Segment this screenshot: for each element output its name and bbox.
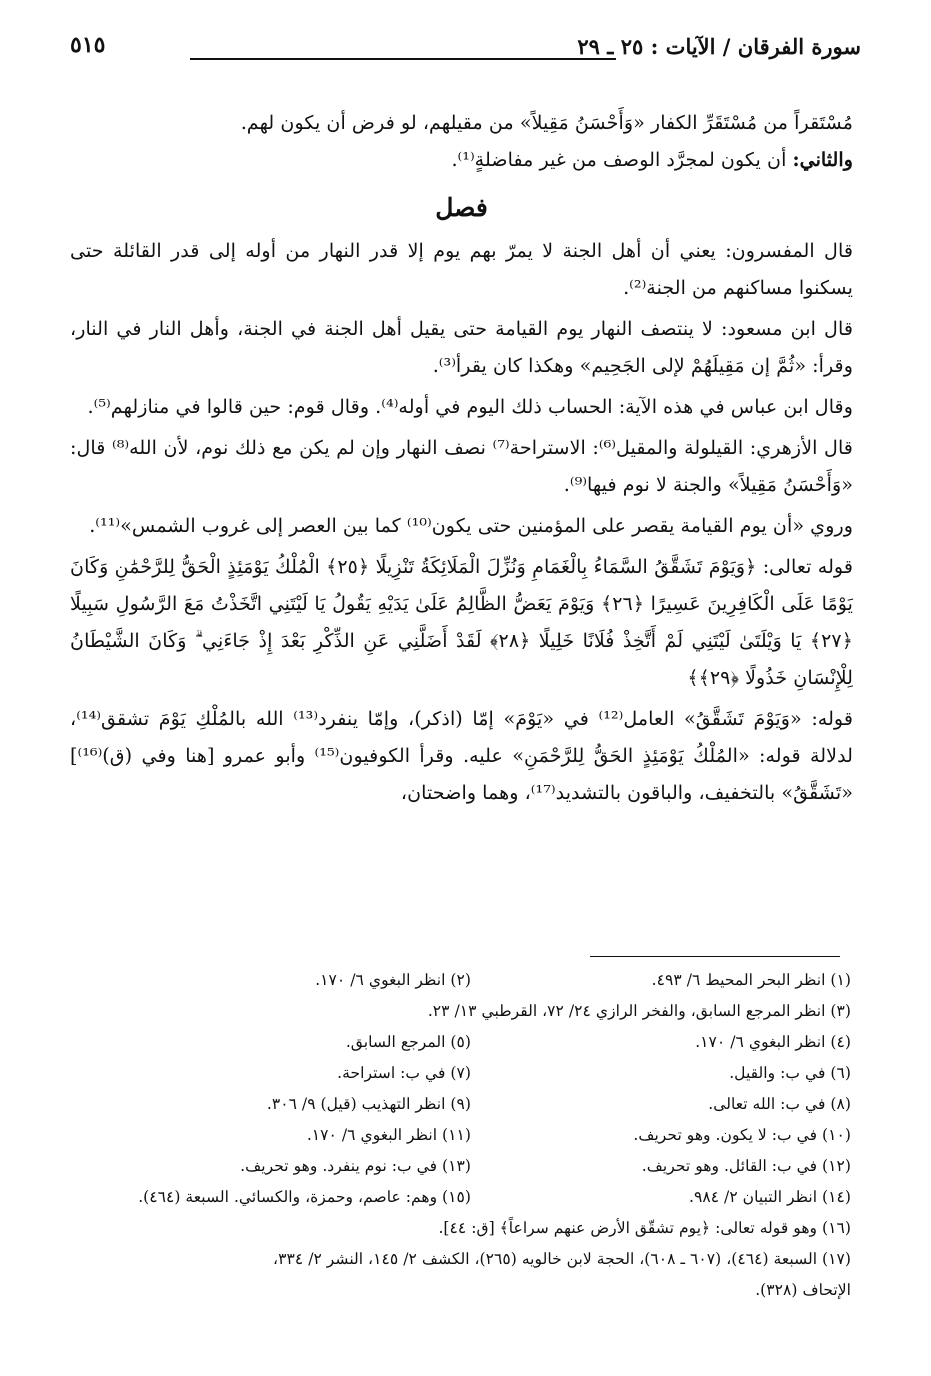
footnote-row: (٤) انظر البغوي ٦/ ١٧٠. (٥) المرجع السابق. — [345, 1033, 851, 1051]
footnote-row: (٦) في ب: والقيل. (٧) في ب: استراحة. — [337, 1064, 851, 1082]
footnote-separator — [590, 956, 840, 957]
footnote-row: (١٢) في ب: القائل. وهو تحريف. (١٣) في ب: نوم ينفرد. وهو تحريف. — [240, 1157, 851, 1175]
page-number: ٥١٥ — [70, 32, 106, 58]
bold-label: والثاني: — [792, 148, 853, 171]
footnote-row: (١) انظر البحر المحيط ٦/ ٤٩٣. (٢) انظر البغوي ٦/ ١٧٠. — [315, 971, 851, 989]
paragraph: مُسْتَقراً من مُسْتَقَرِّ الكفار «وَأَحْسَنُ مَقِيلاً» من مقيلهم، لو فرض أن يكون لهم. — [240, 111, 853, 134]
quran-verse: قوله تعالى: ﴿وَيَوْمَ تَشَقَّقُ السَّمَاءُ بِالْغَمَامِ وَنُزِّلَ الْمَلَائِكَةُ تَنْزِيلًا ﴿٢٥﴾ الْمُلْكُ يَوْمَئِذٍ الْحَقُّ لِلرَّحْمَٰنِ وَكَانَ يَوْمًا عَلَى الْكَافِرِينَ عَسِيرًا ﴿٢٦﴾ وَيَوْمَ يَعَضُّ الظَّالِمُ عَلَىٰ يَدَيْهِ يَقُولُ يَا لَيْتَنِي اتَّخَذْتُ مَعَ الرَّسُولِ سَبِيلًا ﴿٢٧﴾ يَا وَيْلَتَىٰ لَيْتَنِي لَمْ أَتَّخِذْ فُلَانًا خَلِيلًا ﴿٢٨﴾ لَقَدْ أَضَلَّنِي عَنِ الذِّكْرِ بَعْدَ إِذْ جَاءَنِي ۗ وَكَانَ الشَّيْطَانُ لِلْإِنْسَانِ خَذُولًا ﴿٢٩﴾﴾ — [70, 555, 854, 689]
paragraph: قال المفسرون: يعني أن أهل الجنة لا يمرّ بهم يوم إلا قدر النهار من أوله إلى قدر القائلة حتى يسكنوا مساكنهم من الجنة⁽²⁾. — [70, 239, 853, 299]
main-text — [70, 104, 853, 811]
footnotes — [66, 965, 851, 1306]
paragraph: وروي «أن يوم القيامة يقصر على المؤمنين حتى يكون⁽¹⁰⁾ كما بين العصر إلى غروب الشمس»⁽¹¹⁾. — [89, 514, 853, 537]
footnote-row: (٣) انظر المرجع السابق، والفخر الرازي ٢٤/ ٧٢، القرطبي ١٣/ ٢٣. — [427, 1002, 851, 1020]
paragraph: والثاني: أن يكون لمجرَّد الوصف من غير مفاضلةٍ⁽¹⁾. — [451, 148, 853, 171]
header-rule — [190, 58, 616, 60]
paragraph: قال ابن مسعود: لا ينتصف النهار يوم القيامة حتى يقيل أهل الجنة في الجنة، وأهل النار في النار، وقرأ: «ثُمَّ إن مَقِيلَهُمْ لإلى الجَحِيم» وهكذا كان يقرأ⁽³⁾. — [70, 317, 853, 377]
footnote-row: (١٤) انظر التبيان ٢/ ٩٨٤. (١٥) وهم: عاصم، وحمزة، والكسائي. السبعة (٤٦٤). — [138, 1188, 851, 1206]
footnote-row: (١٦) وهو قوله تعالى: ﴿يوم تشقّق الأرض عنهم سراعاً﴾ [ق: ٤٤]. — [438, 1219, 851, 1237]
footnote-row: (٨) في ب: الله تعالى. (٩) انظر التهذيب (قيل) ٩/ ٣٠٦. — [266, 1095, 851, 1113]
section-heading: فصل — [435, 193, 488, 222]
footnote-row: (١٠) في ب: لا يكون. وهو تحريف. (١١) انظر البغوي ٦/ ١٧٠. — [306, 1126, 851, 1144]
page-header — [70, 26, 861, 66]
footnote-row: (١٧) السبعة (٤٦٤)، (٦٠٧ ـ ٦٠٨)، الحجة لابن خالويه (٢٦٥)، الكشف ٢/ ١٤٥، النشر ٢/ ٣٣٤، — [273, 1250, 851, 1268]
running-title: سورة الفرقان / الآيات : ٢٥ ـ ٢٩ — [577, 34, 861, 59]
paragraph: قال الأزهري: القيلولة والمقيل⁽⁶⁾: الاستراحة⁽⁷⁾ نصف النهار وإن لم يكن مع ذلك نوم، لأن الله⁽⁸⁾ قال: «وَأَحْسَنُ مَقِيلاً» والجنة لا نوم فيها⁽⁹⁾. — [70, 436, 853, 496]
footnote-row: الإتحاف (٣٢٨). — [755, 1281, 851, 1299]
paragraph: قوله: «وَيَوْمَ تَشَقَّقُ» العامل⁽¹²⁾ في «يَوْمَ» إمّا (اذكر)، وإمّا ينفرد⁽¹³⁾ الله بالمُلْكِ يَوْمَ تشقق⁽¹⁴⁾، لدلالة قوله: «المُلْكُ يَوْمَئِذٍ الحَقُّ لِلرَّحْمَنِ» عليه. وقرأ الكوفيون⁽¹⁵⁾ وأبو عمرو [هنا وفي (ق)⁽¹⁶⁾] «تَشَقَّقُ» بالتخفيف، والباقون بالتشديد⁽¹⁷⁾، وهما واضحتان، — [70, 707, 854, 804]
paragraph: وقال ابن عباس في هذه الآية: الحساب ذلك اليوم في أوله⁽⁴⁾. وقال قوم: حين قالوا في منازلهم⁽⁵⁾. — [87, 395, 853, 418]
